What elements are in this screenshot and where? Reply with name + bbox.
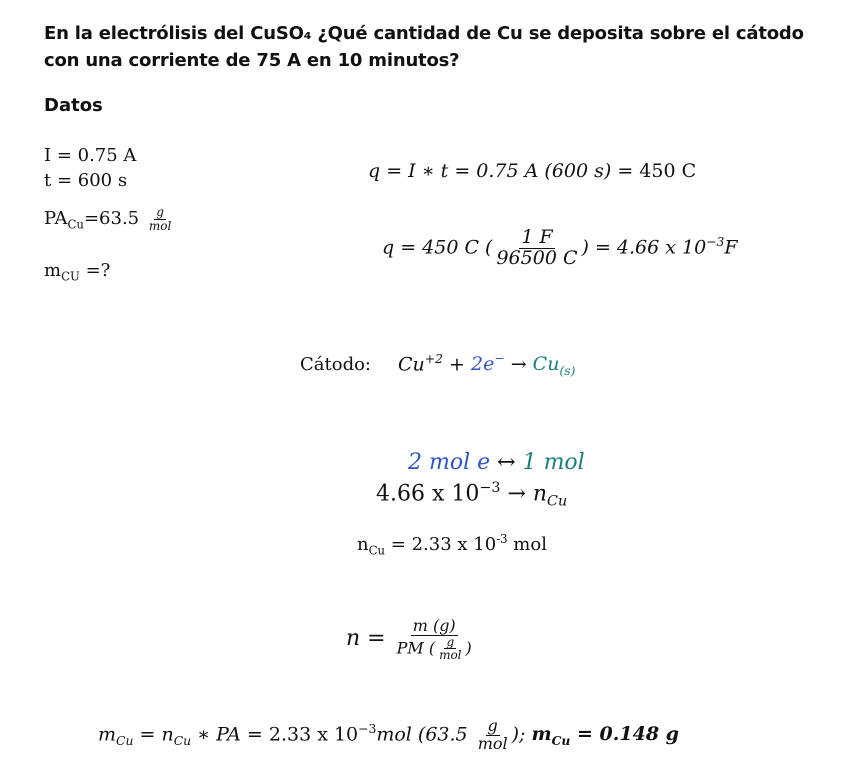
charge-equation: q = I ∗ t = 0.75 A (600 s) = 450 C xyxy=(368,160,697,182)
pa-value: =63.5 xyxy=(83,208,140,230)
datos-heading: Datos xyxy=(44,95,103,116)
pa-label: PA xyxy=(44,208,68,230)
problem-title: En la electrólisis del CuSO₄ ¿Qué cantidad de Cu se deposita sobre el cátodo con una corriente de 75 A en 10 minutos? xyxy=(44,23,804,71)
electrons: 2e− xyxy=(470,352,505,376)
final-equation: $m_{Cu} = n_{Cu}$ ∗ PA = 2.33 x $10^{-3}mol$ (63.5 $\frac{g}{\text{mol}}$ ); $m_{Cu} = 0.148$ g xyxy=(98,716,679,753)
atomic-weight xyxy=(44,206,175,232)
final-unit: $\frac{g}{\text{mol}}$ xyxy=(477,716,508,753)
current-value: I = 0.75 A xyxy=(44,145,137,166)
moles-fraction: m (g) PM ( $\frac{g}{\text{mol}}$ ) xyxy=(396,616,472,663)
cathode-reaction: $Cu^{+2} + 2e^- \to Cu_{(s)}$ xyxy=(398,352,576,379)
product: $Cu_{(s)}$ xyxy=(532,353,576,379)
mole-ratio: 2 mol e ↔ 1 mol xyxy=(408,450,585,475)
final-result: $m_{Cu} = 0.148$ g xyxy=(531,723,679,749)
faraday-equation: q = 450 C ( $\frac{1 F}{96500 C}$ ) = 4.66 x $10^{-3}F$ xyxy=(382,226,738,269)
mass-unknown: $m_{CU}$ =? xyxy=(44,260,111,284)
moles-copper: $n_{Cu} = 2.33$ x $10^{-3}$ mol xyxy=(357,532,547,558)
time-value: t = 600 s xyxy=(44,170,128,191)
cathode-label: Cátodo: xyxy=(300,354,371,375)
mole-ratio-line2: 4.66 x $10^{-3} \to n_{Cu}$ xyxy=(376,480,568,510)
moles-formula: n = m (g) PM ( $\frac{g}{\text{mol}}$ ) xyxy=(346,616,472,663)
pa-unit: $\frac{g}{\text{mol}}$ xyxy=(148,205,172,233)
pa-sub: Cu xyxy=(67,217,84,232)
faraday-fraction: $\frac{1 F}{96500 C}$ xyxy=(496,226,578,269)
